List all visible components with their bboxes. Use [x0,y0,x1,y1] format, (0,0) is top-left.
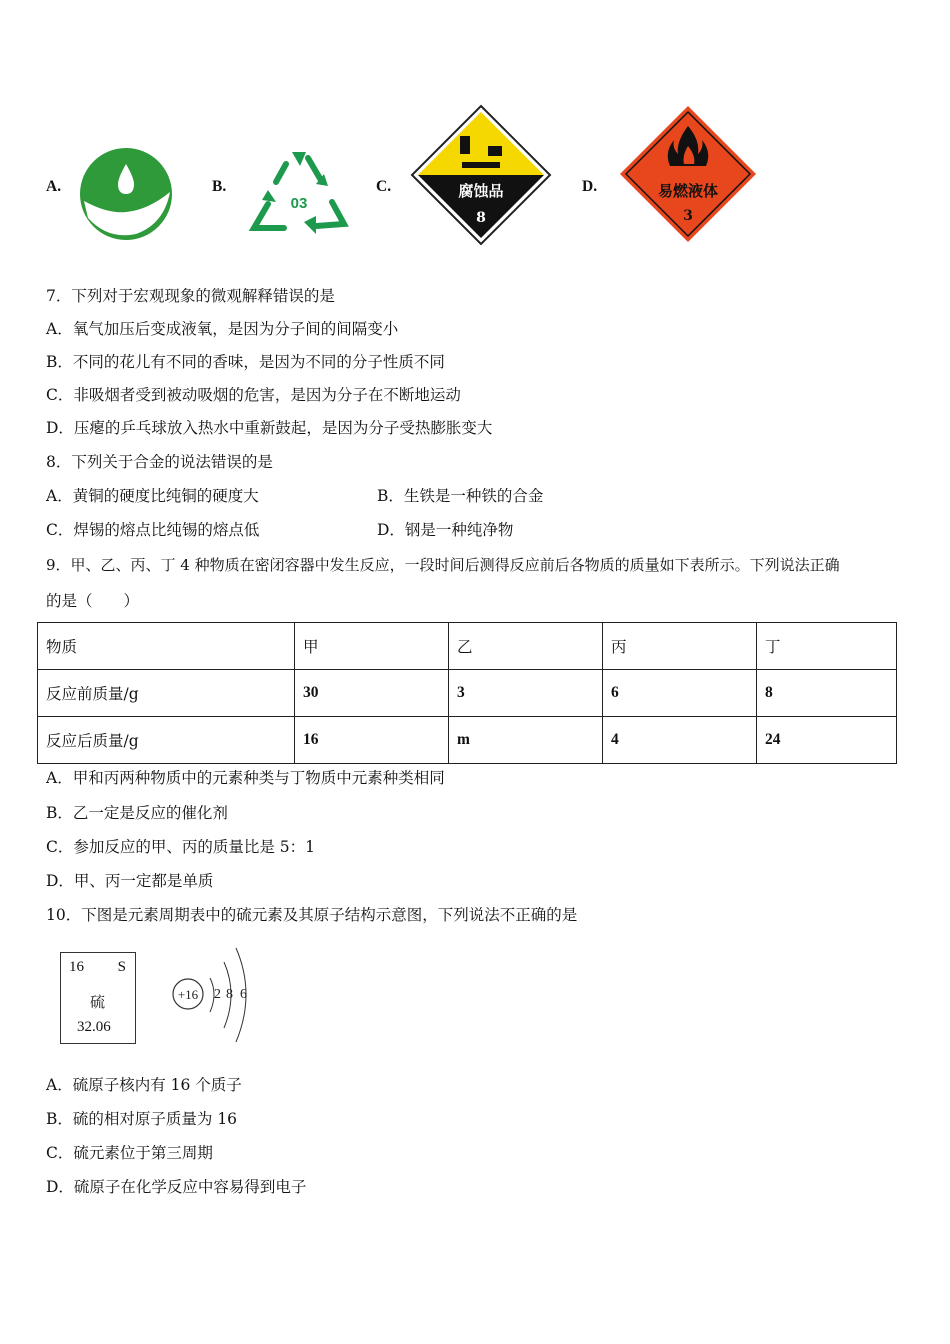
q9-option-d[interactable]: D．甲、丙一定都是单质 [46,872,214,890]
nucleus-charge: +16 [177,987,199,1002]
water-saving-icon [78,146,174,242]
q8-option-b[interactable]: B．生铁是一种铁的合金 [377,487,544,505]
atomic-number: 16 [69,959,84,975]
corrosive-text: 腐蚀品 [458,182,504,200]
shell-2-electrons: 8 [226,987,233,1002]
q8-option-c[interactable]: C．焊锡的熔点比纯锡的熔点低 [46,521,260,539]
table-header-row [38,623,897,670]
table-cell: 30 [295,670,449,717]
q10-option-d[interactable]: D．硫原子在化学反应中容易得到电子 [46,1178,307,1196]
shell-3-electrons: 6 [240,987,247,1002]
table-cell: 4 [603,717,757,764]
table-cell: 24 [757,717,897,764]
table-cell: 6 [603,670,757,717]
q10-option-c[interactable]: C．硫元素位于第三周期 [46,1144,213,1162]
table-cell: 反应后质量/g [38,717,295,764]
q7-option-a[interactable]: A．氧气加压后变成液氧，是因为分子间的间隔变小 [46,320,399,338]
table-cell: 3 [449,670,603,717]
q9-option-b[interactable]: B．乙一定是反应的催化剂 [46,804,228,822]
atomic-mass: 32.06 [77,1019,111,1035]
option-a-label: A. [46,178,62,195]
table-row [38,717,897,764]
element-card-sulfur [60,952,136,1044]
q8-option-d[interactable]: D．钢是一种纯净物 [377,521,514,539]
q10-option-a[interactable]: A．硫原子核内有 16 个质子 [46,1076,242,1094]
table-cell: m [449,717,603,764]
recycle-number: 03 [290,195,308,212]
table-header-cell: 乙 [449,623,603,670]
q7-stem: 7．下列对于宏观现象的微观解释错误的是 [46,287,335,305]
flammable-text: 易燃液体 [657,182,719,200]
q8-stem: 8．下列关于合金的说法错误的是 [46,453,273,471]
option-c-label: C. [376,178,392,195]
atom-structure-diagram [168,940,258,1050]
option-d-label: D. [582,178,598,195]
table-header-cell: 甲 [295,623,449,670]
q9-option-c[interactable]: C．参加反应的甲、丙的质量比是 5：1 [46,838,316,856]
element-symbol: S [117,959,126,975]
table-header-cell: 丁 [757,623,897,670]
flammable-number: 3 [683,208,693,224]
corrosive-icon [410,104,552,246]
q9-option-a[interactable]: A．甲和丙两种物质中的元素种类与丁物质中元素种类相同 [46,769,445,787]
q7-option-d[interactable]: D．压瘪的乒乓球放入热水中重新鼓起，是因为分子受热膨胀变大 [46,419,493,437]
table-cell: 16 [295,717,449,764]
shell-1-electrons: 2 [214,987,221,1002]
q9-stem-line1: 9．甲、乙、丙、丁 4 种物质在密闭容器中发生反应，一段时间后测得反应前后各物质的质量如下表所示。下列说法正确 [46,556,840,574]
corrosive-number: 8 [476,210,486,226]
flammable-liquid-icon [618,104,758,244]
q10-stem: 10．下图是元素周期表中的硫元素及其原子结构示意图，下列说法不正确的是 [46,906,578,924]
q9-mass-table [37,622,897,764]
table-row [38,670,897,717]
option-b-label: B. [212,178,227,195]
table-cell: 反应前质量/g [38,670,295,717]
q9-stem-line2: 的是（ ） [46,592,140,610]
recycle-icon [246,144,352,240]
table-header-cell: 物质 [38,623,295,670]
q8-option-a[interactable]: A．黄铜的硬度比纯铜的硬度大 [46,487,259,505]
table-cell: 8 [757,670,897,717]
q10-option-b[interactable]: B．硫的相对原子质量为 16 [46,1110,238,1128]
table-header-cell: 丙 [603,623,757,670]
q7-option-c[interactable]: C．非吸烟者受到被动吸烟的危害，是因为分子在不断地运动 [46,386,461,404]
q7-option-b[interactable]: B．不同的花儿有不同的香味，是因为不同的分子性质不同 [46,353,445,371]
element-name: 硫 [90,995,106,1011]
